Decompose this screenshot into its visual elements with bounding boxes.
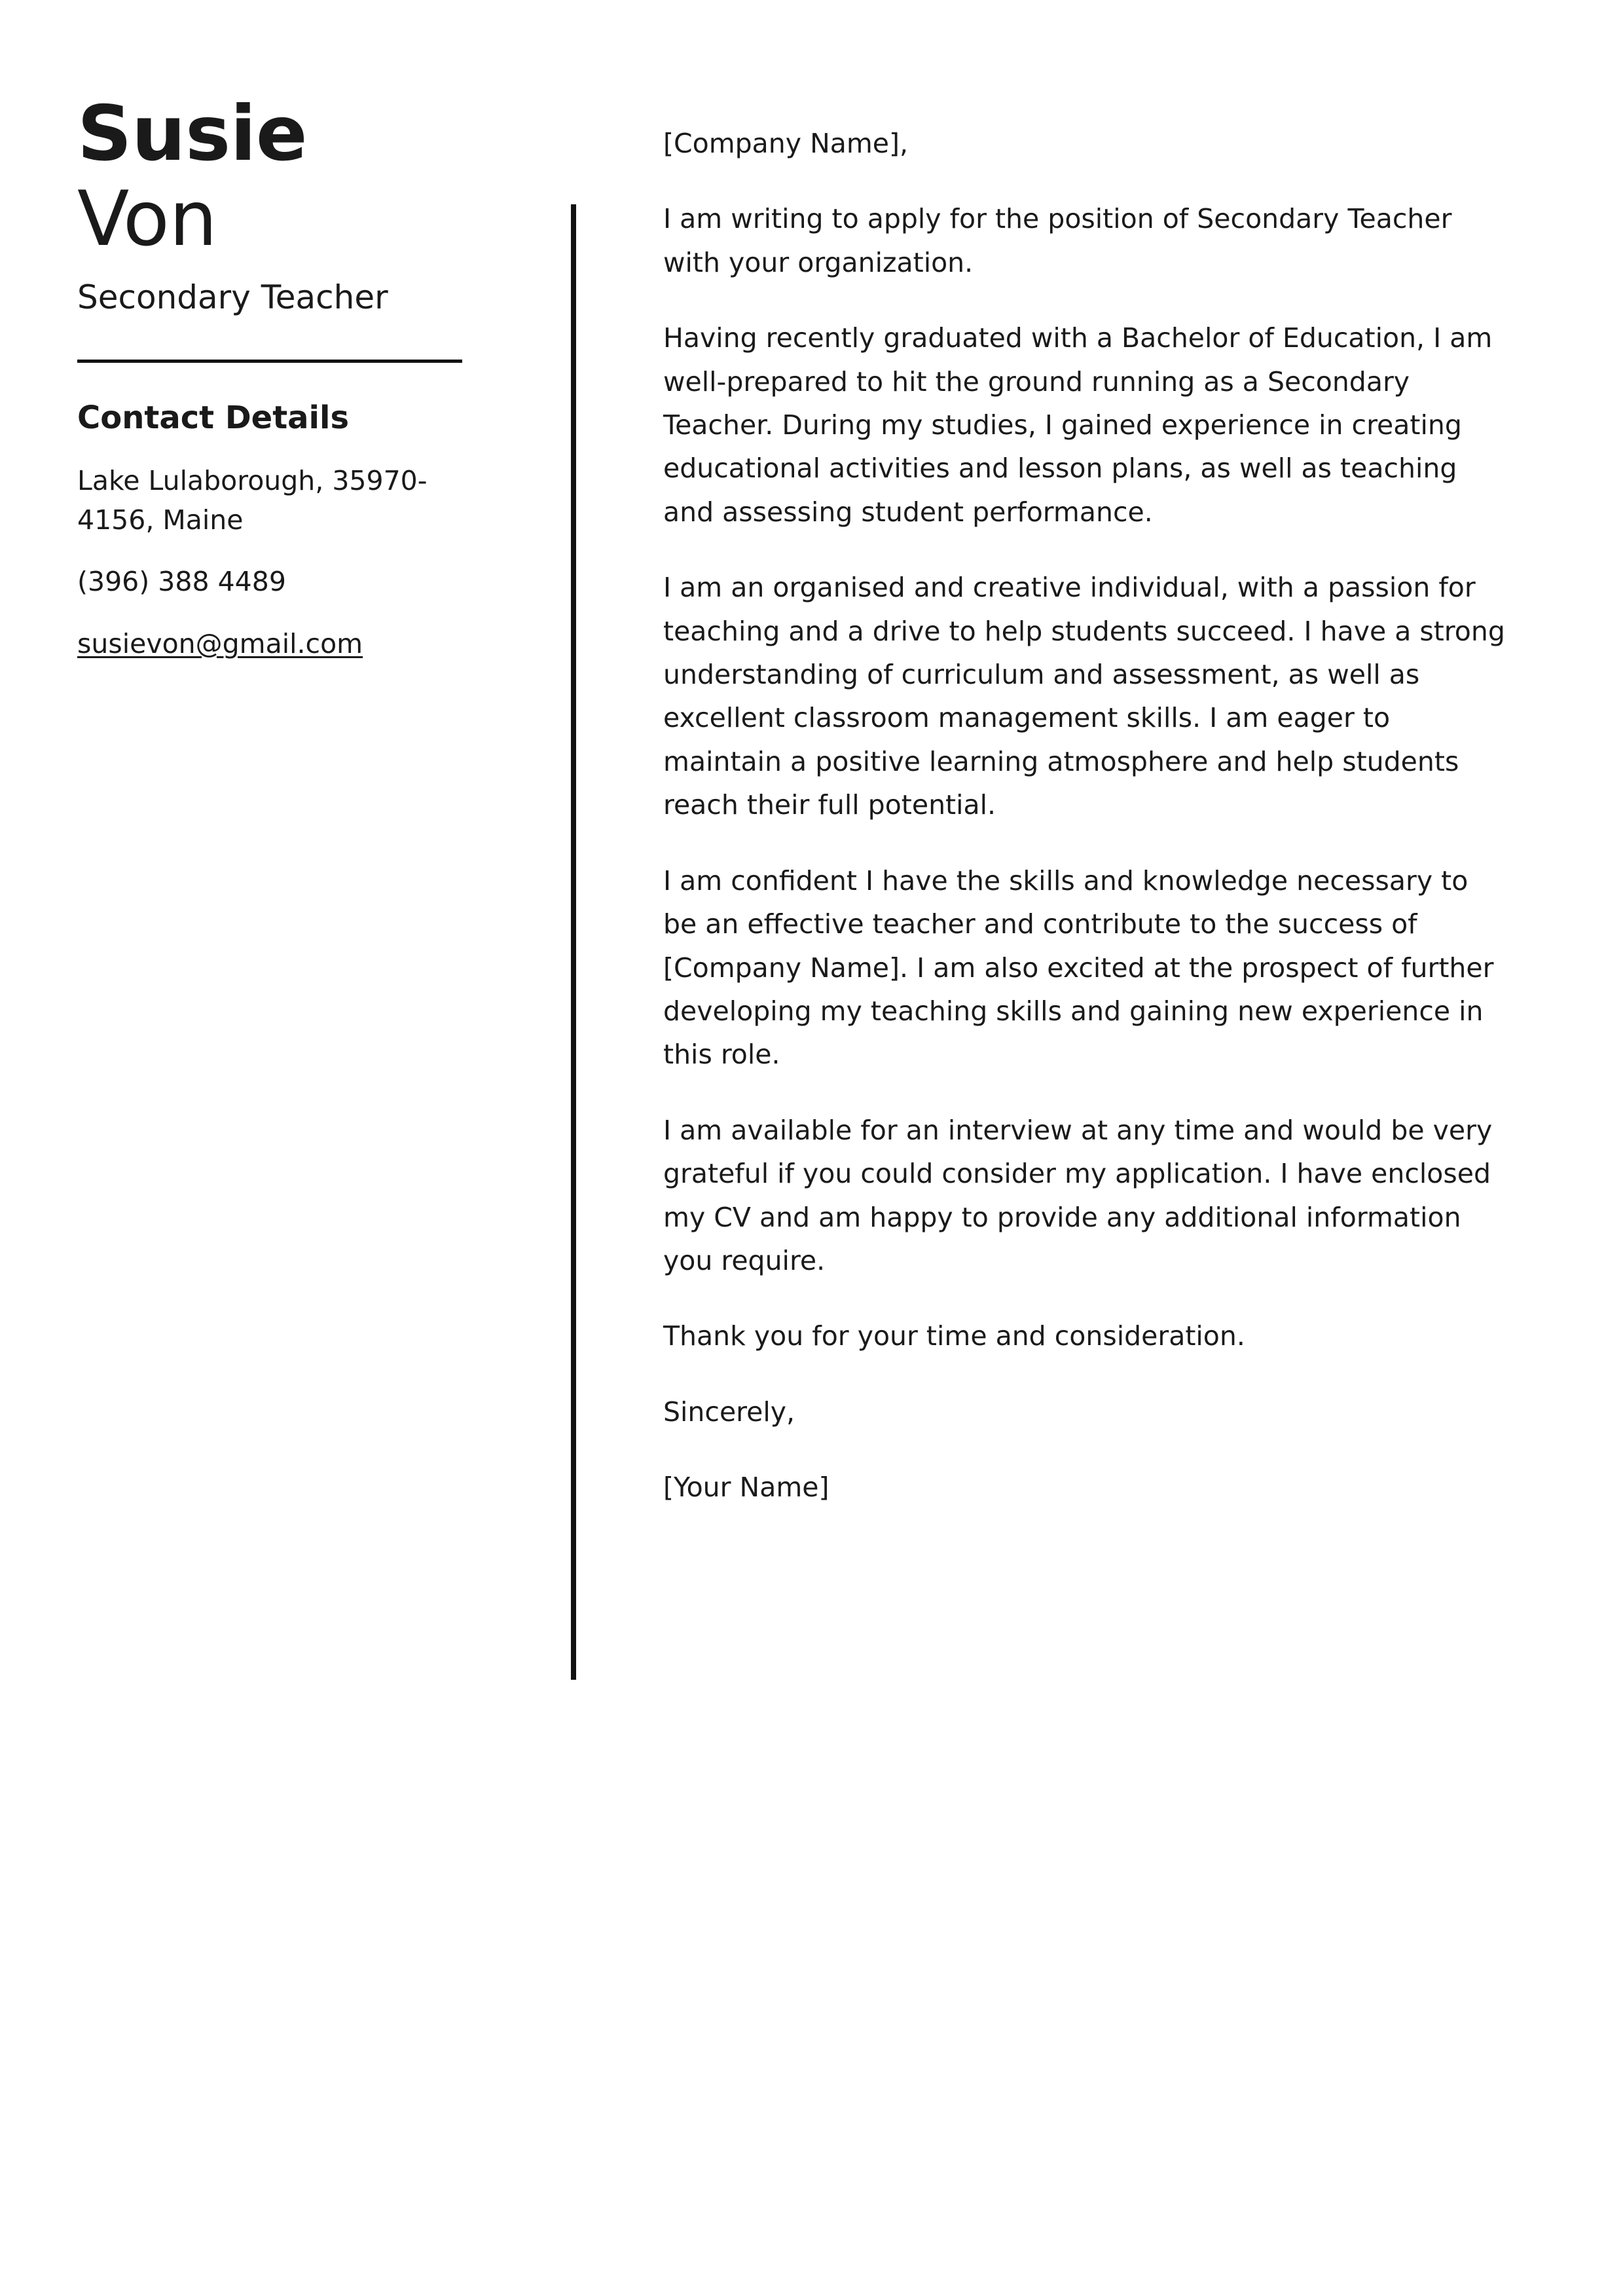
letter-signature: [Your Name] <box>663 1472 830 1504</box>
sidebar-divider-rule <box>77 360 462 363</box>
contact-address: Lake Lulaborough, 35970-4156, Maine <box>77 464 428 536</box>
letter-body <box>663 122 1508 1509</box>
applicant-last-name: Von <box>77 174 217 263</box>
sidebar <box>77 92 496 686</box>
applicant-first-name: Susie <box>77 90 308 178</box>
letter-paragraph-3: I am an organised and creative individual, with a passion for teaching and a drive to help students succeed. I have a strong understanding of curriculum and assessment, as well as excellent classroom management skills. I am eager to maintain a positive learning atmosphere and help students reach their full potential. <box>663 572 1505 821</box>
letter-paragraph-5: I am available for an interview at any time and would be very grateful if you could consider my application. I have enclosed my CV and am happy to provide any additional information you require. <box>663 1114 1493 1276</box>
applicant-job-title: Secondary Teacher <box>77 278 388 316</box>
letter-paragraph-2: Having recently graduated with a Bachelor of Education, I am well-prepared to hit the ground running as a Secondary Teacher. During my studies, I gained experience in creating educational activities and lesson plans, as well as teaching and assessing student performance. <box>663 322 1493 528</box>
letter-salutation: [Company Name], <box>663 128 909 159</box>
applicant-name-block <box>77 92 496 262</box>
contact-details-heading: Contact Details <box>77 399 350 436</box>
contact-email-link[interactable]: susievon@gmail.com <box>77 627 363 659</box>
letter-closing: Sincerely, <box>663 1396 795 1428</box>
letter-thank-you: Thank you for your time and consideration. <box>663 1320 1245 1352</box>
column-divider <box>571 204 576 1680</box>
letter-paragraph-4: I am confident I have the skills and knowledge necessary to be an effective teacher and contribute to the success of [Company Name]. I am also excited at the prospect of further developing my teaching skills and gaining new experience in this role. <box>663 864 1494 1071</box>
contact-phone: (396) 388 4489 <box>77 566 286 598</box>
letter-paragraph-1: I am writing to apply for the position of Secondary Teacher with your organization. <box>663 203 1452 278</box>
contact-email-row <box>77 624 496 686</box>
contact-details-list <box>77 461 496 686</box>
